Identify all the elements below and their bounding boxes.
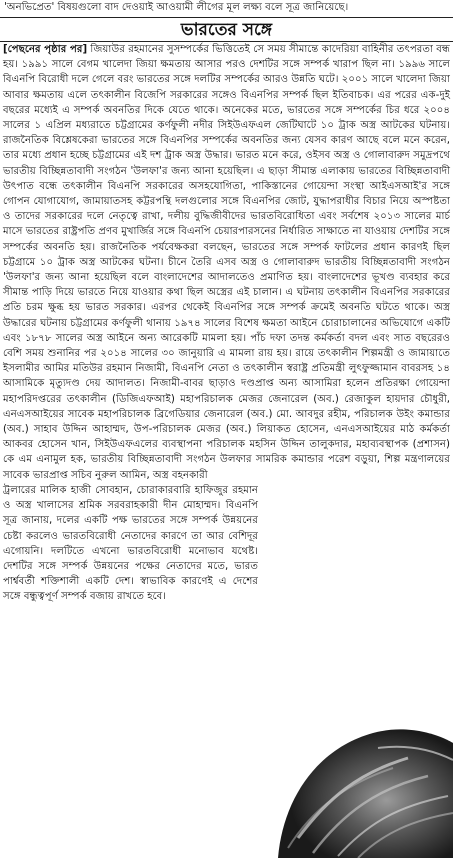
article-title: ভারতের সঙ্গে (180, 20, 273, 40)
article-photo (258, 688, 453, 858)
article-body (3, 42, 450, 605)
photo-image (258, 688, 453, 858)
article-paragraph (3, 42, 450, 483)
article-header (0, 17, 453, 42)
previous-article-last-line: 'অনভিপ্রেত' বিষয়গুলো বাদ দেওয়াই আওয়ামী লীগের মূল লক্ষ্য বলে সূত্র জানিয়েছে। (4, 2, 349, 13)
article-text: জিয়াউর রহমানের সুসম্পর্কের ভিত্তিতেই সে সময় সীমান্তে কাদেরিয়া বাহিনীর তৎপরতা বন্ধ হয়। ১৯৯১ সালে বেগম খালেদা জিয়া ক্ষমতায় আসার পরও দেশটির সঙ্গে সম্পর্ক খারাপ ছিল না। ১৯৯৬ সালে বিএনপি বিরোধী দলে গেলে বরং ভারতের সঙ্গে দলটির সম্পর্কের আরও উন্নতি ঘটে। ২০০১ সালে খালেদা জিয়া আবার ক্ষমতায় এলে তৎকালীন বিজেপি সরকারের সঙ্গেও বিএনপির সম্পর্ক ছিল ইতিবাচক। এর পরের এক-দুই বছরের মধ্যেই এ সম্পর্ক অবনতির দিকে যেতে থাকে। অনেকের মতে, ভারতের সঙ্গে সম্পর্কের চির ধরে ২০০৪ সালের ১ এপ্রিল মধ্যরাতে চট্টগ্রামের কর্ণফুলী নদীর সিইউএফএল জেটিঘাটে ১০ ট্রাক অস্ত্র আটকের ঘটনায়। রাজনৈতিক বিশ্লেষকেরা ভারতের সঙ্গে বিএনপির সম্পর্কের অবনতির জন্য যেসব কারণ আছে বলে মনে করেন, তার মধ্যে প্রধান হচ্ছে চট্টগ্রামের এই দশ ট্রাক অস্ত্র উদ্ধার। ভারত মনে করে, ওইসব অস্ত্র ও গোলাবারুদ সমুদ্রপথে ভারতীয় বিচ্ছিন্নতাবাদী সংগঠন 'উলফা'র জন্য আনা হয়েছিল। এ ছাড়া সীমান্ত এলাকায় ভারতের বিচ্ছিন্নতাবাদী উৎপাত বন্ধে তৎকালীন বিএনপি সরকারের অসহযোগিতা, পাকিস্তানের গোয়েন্দা সংস্থা আইএসআই'র সঙ্গে গোপন যোগাযোগ, জামায়াতসহ কট্টরপন্থি দলগুলোর সঙ্গে বিএনপির জোট, যুদ্ধাপরাধীর বিচার নিয়ে অস্পষ্টতা ও তাদের সরকারের দলে নেতৃত্বে রাখা, দলীয় বুদ্ধিজীবীদের ভারতবিরোধিতা এবং সর্বশেষ ২০১৩ সালের মার্চ মাসে ভারতের রাষ্ট্রপতি প্রণব মুখার্জির সঙ্গে বিএনপি চেয়ারপারসনের নির্ধারিত সাক্ষাতে না যাওয়ায় দেশটির সঙ্গে সম্পর্কের অবনতি হয়। রাজনৈতিক পর্যবেক্ষকরা বলছেন, ভারতের সঙ্গে সম্পর্ক ফাটলের প্রধান কারণই ছিল চট্টগ্রামে ১০ ট্রাক অস্ত্র আটকের ঘটনা। চীনে তৈরি এসব অস্ত্র ও গোলাবারুদ ভারতীয় বিচ্ছিন্নতাবাদী সংগঠন 'উলফা'র জন্য আনা হয়েছিল বলে বাংলাদেশের আদালতেও প্রমাণিত হয়। বাংলাদেশের ভূখণ্ড ব্যবহার করে সীমান্ত পাড়ি দিয়ে ভারতে নিয়ে যাওয়ার কথা ছিল অস্ত্রের এই চালান। এ ঘটনায় তৎকালীন বিএনপির সরকারের প্রতি চরম ক্ষুব্ধ হয় ভারত সরকার। এরপর থেকেই বিএনপির সঙ্গে সম্পর্ক ক্রমেই অবনতি ঘটতে থাকে। অস্ত্র উদ্ধারের ঘটনায় চট্টগ্রামের কর্ণফুলী থানায় ১৯৭৪ সালের বিশেষ ক্ষমতা আইনে চোরাচালানের অভিযোগে একটি এবং ১৮৭৮ সালের অস্ত্র আইনে অন্য আরেকটি মামলা হয়। পাঁচ দফা তদন্ত কর্মকর্তা বদল এবং সাত বছরেরও বেশি সময় শুনানির পর ২০১৪ সালের ৩০ জানুয়ারি এ মামলা রায় হয়। রায়ে তৎকালীন শিল্পমন্ত্রী ও জামায়াতে ইসলামীর আমির মতিউর রহমান নিজামী, বিএনপি নেতা ও তৎকালীন স্বরাষ্ট্র প্রতিমন্ত্রী লুৎফুজ্জামান বাবরসহ ১৪ আসামিকে মৃত্যুদণ্ড দেয় আদালত। নিজামী-বাবর ছাড়াও দণ্ডপ্রাপ্ত অন্য আসামিরা হলেন প্রতিরক্ষা গোয়েন্দা মহাপরিদপ্তরের তৎকালীন (ডিজিএফআই) মহাপরিচালক মেজর জেনারেল (অব.) রেজাকুল হায়দার চৌধুরী, এনএসআইয়ের সাবেক মহাপরিচালক ব্রিগেডিয়ার জেনারেল (অব.) মো. আবদুর রহীম, পরিচালক উইং কমান্ডার (অব.) সাহাব উদ্দিন আহাম্মদ, উপ-পরিচালক মেজর (অব.) লিয়াকত হোসেন, এনএসআইয়ের মাঠ কর্মকর্তা আকবর হোসেন খান, সিইউএফএলের ব্যবস্থাপনা পরিচালক মহসিন উদ্দিন তালুকদার, মহাব্যবস্থাপক (প্রশাসন) কে এম এনামুল হক, ভারতীয় বিচ্ছিন্নতাবাদী সংগঠন উলফার সামরিক কমান্ডার পরেশ বড়ুয়া, শিল্প মন্ত্রণালয়ের সাবেক ভারপ্রাপ্ত সচিব নুরুল আমিন, অস্ত্র বহনকারী (3, 44, 450, 481)
continuation-lead: [পেছনের পৃষ্ঠার পর] (3, 44, 88, 55)
article-paragraph-wrapped: ট্রলারের মালিক হাজী সোবহান, চোরাকারবারি হাফিজুর রহমান ও অস্ত্র খালাসের শ্রমিক সরবরাহকারী দীন মোহাম্মদ। বিএনপি সূত্র জানায়, দলের একটি পক্ষ ভারতের সঙ্গে সম্পর্ক উন্নয়নের চেষ্টা করলেও ভারতবিরোধী নেতাদের কারণে তা আর বেশিদূর এগোয়নি। দলটিতে এখনো ভারতবিরোধী মনোভাব যথেষ্ট। দেশটির সঙ্গে সম্পর্ক উন্নয়নের পক্ষের নেতাদের মতে, ভারত পার্শ্ববর্তী শক্তিশালী একটি দেশ। স্বাভাবিক কারণেই এ দেশের সঙ্গে বন্ধুত্বপূর্ণ সম্পর্ক বজায় রাখতে হবে। (3, 484, 258, 603)
